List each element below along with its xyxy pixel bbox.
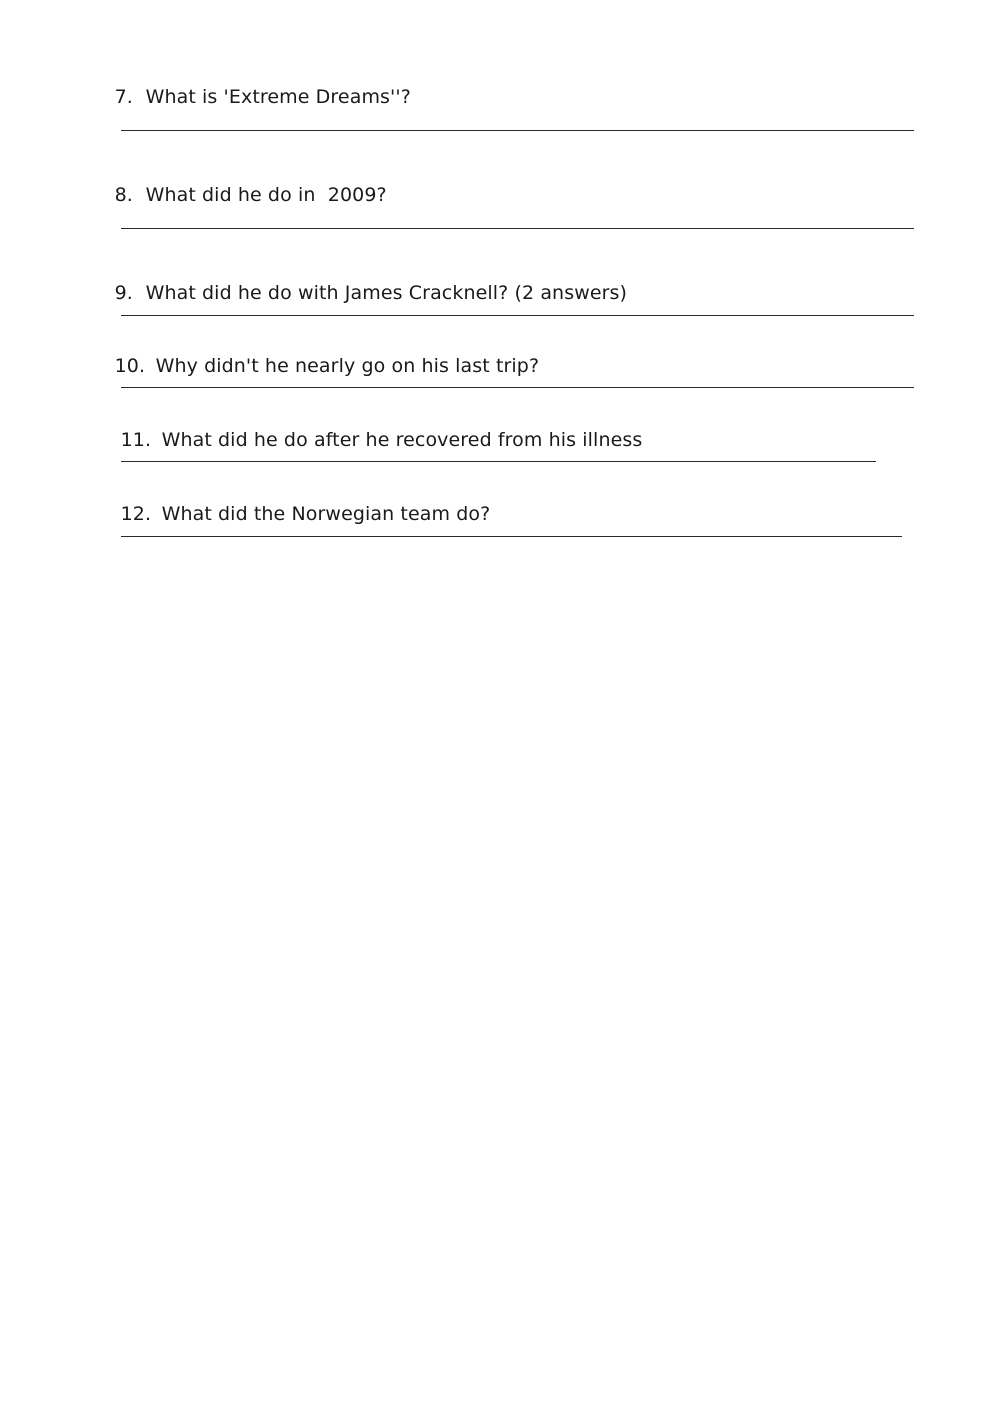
question-text: Why didn't he nearly go on his last trip? [155, 355, 540, 377]
question-9 [90, 257, 627, 329]
answer-line-7[interactable] [121, 130, 914, 131]
question-number: 12. [120, 503, 152, 525]
question-number: 11. [120, 429, 152, 451]
question-10 [90, 330, 539, 402]
answer-line-8[interactable] [121, 228, 914, 229]
question-text: What did he do after he recovered from his illness [161, 429, 643, 451]
question-number: 8. [114, 184, 133, 206]
question-text: What did he do with James Cracknell? (2 answers) [145, 282, 628, 304]
question-11 [96, 404, 642, 476]
question-8 [90, 159, 387, 231]
answer-line-12[interactable] [121, 536, 902, 537]
answer-line-9[interactable] [121, 315, 914, 316]
question-text: What did the Norwegian team do? [161, 503, 491, 525]
question-12 [96, 478, 490, 550]
answer-line-10[interactable] [121, 387, 914, 388]
question-number: 7. [114, 86, 133, 108]
question-number: 9. [114, 282, 133, 304]
question-text: What did he do in 2009? [145, 184, 387, 206]
question-7 [90, 61, 411, 133]
answer-line-11[interactable] [121, 461, 876, 462]
question-number: 10. [114, 355, 146, 377]
question-text: What is 'Extreme Dreams''? [145, 86, 411, 108]
